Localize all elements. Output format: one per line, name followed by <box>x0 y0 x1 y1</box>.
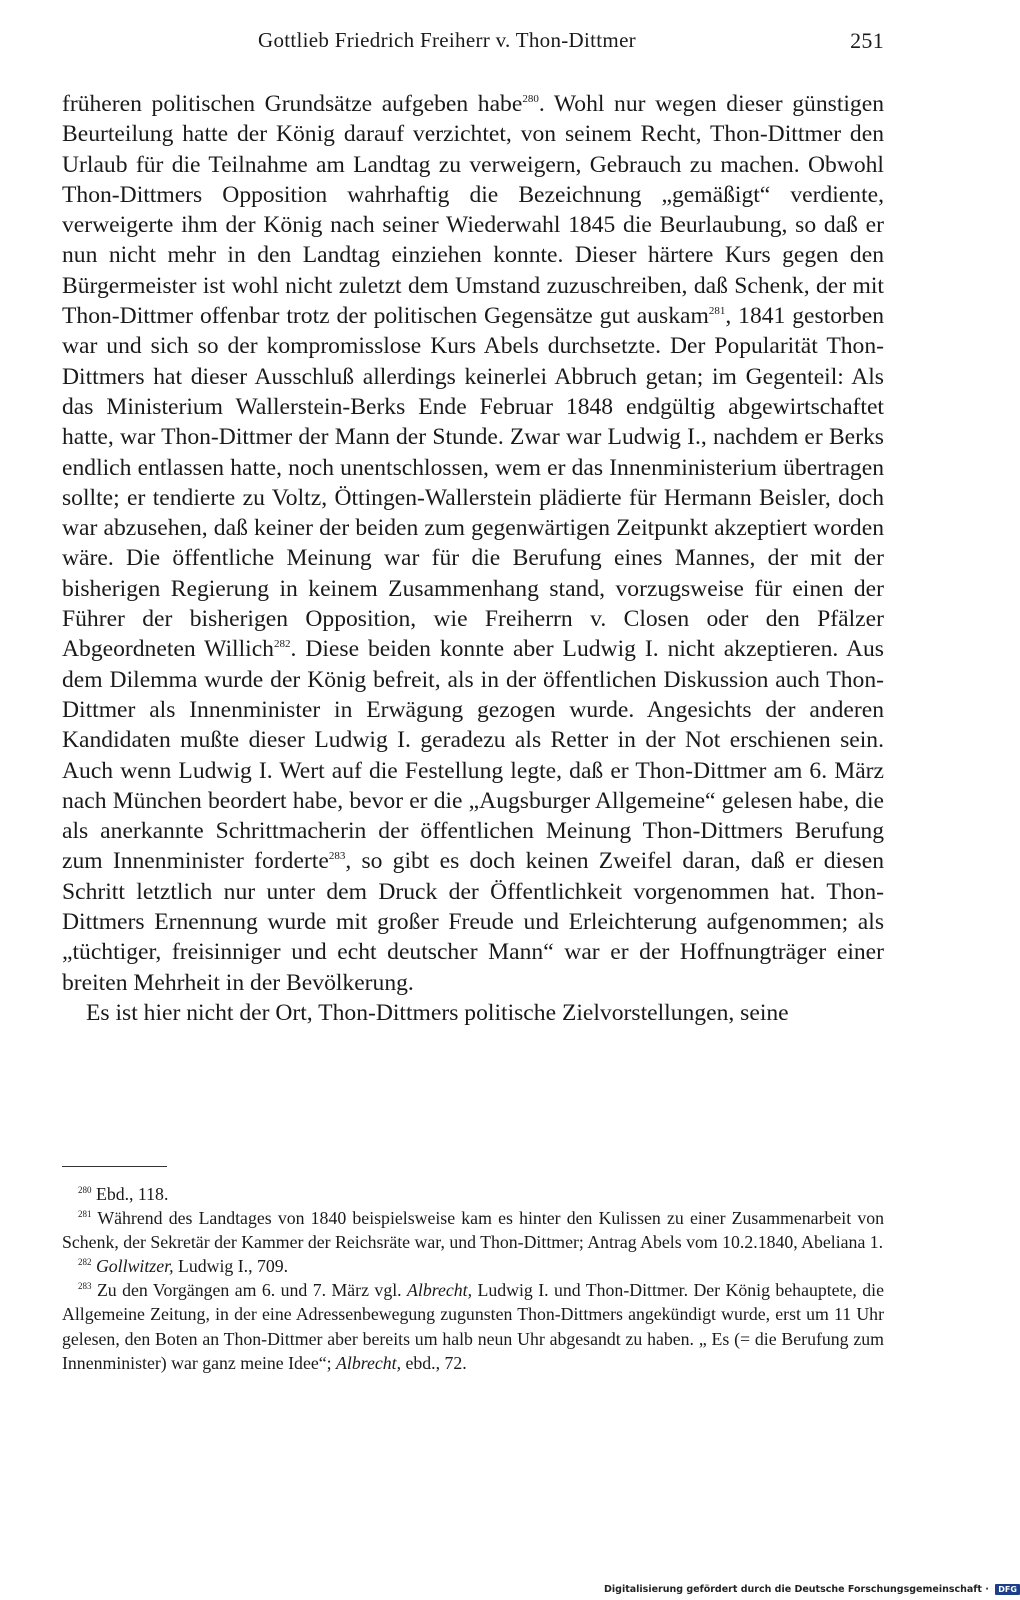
running-header <box>62 28 884 58</box>
paragraph-2 <box>62 998 884 1028</box>
footnote-number: 282 <box>78 1257 92 1268</box>
footnote-number: 283 <box>78 1281 92 1292</box>
footnote-text: Ludwig I. und Thon-Dittmer. Der König behauptete, die Allgemeine Zeitung, in der eine Adressenbewegung zugunsten Thon-Dittmers angekündigt wurde, erst um 11 Uhr gelesen, den Boten an Thon-Dittmer aber bereits um halb neun Uhr abgesandt zu haben. „ Es (= die Berufung zum Innenminister) war ganz meine Idee“; <box>62 1280 885 1373</box>
footnote-ref-281[interactable]: 281 <box>708 305 726 318</box>
footnote-ref-280[interactable]: 280 <box>522 93 539 105</box>
text-run: , 1841 gestorben war und sich so der kompromisslose Kurs Abels durchsetzte. Der Popularität Thon-Dittmers hat dieser Ausschluß allerdings keinerlei Abbruch getan; im Gegenteil: Als das Ministerium Wallerstein-Berks Ende Februar 1848 endgültig abgewirtschaftet hatte, war Thon-Dittmer der Mann der Stunde. Zwar war Ludwig I., nachdem er Berks endlich entlassen hatte, noch unentschlossen, wem er das Innenministerium übertragen sollte; er tendierte zu Voltz, Öttingen-Wallerstein plädierte für Hermann Beisler, doch war abzusehen, daß keiner der beiden zum gegenwärtigen Zeitpunkt akzeptiert worden wäre. Die öffentliche Meinung war für die Berufung eines Mannes, der mit der bisherigen Regierung in keinem Zusammenhang stand, vorzugsweise für einen der Führer der bisherigen Opposition, wie Freiherrn v. Closen oder den Pfälzer Abgeordneten Willich <box>62 303 884 663</box>
footnote-283 <box>62 1278 884 1374</box>
page-number: 251 <box>850 28 884 53</box>
footnote-number: 280 <box>78 1185 92 1195</box>
footnotes <box>62 1182 884 1375</box>
digitization-credit <box>604 1584 1020 1595</box>
cited-author: Albrecht, <box>336 1352 402 1373</box>
cited-author: Gollwitzer, <box>95 1256 174 1277</box>
footnote-282 <box>62 1254 884 1278</box>
text-run: . Wohl nur wegen dieser günstigen Beurteilung hatte der König darauf verzichtet, von seinem Recht, Thon-Dittmer den Urlaub für die Teilnahme am Landtag zu verweigern, Gebrauch zu machen. Obwohl Thon-Dittmers Opposition wahrhaftig die Bezeichnung „gemäßigt“ verdiente, verweigerte ihm der König nach seiner Wiederwahl 1845 die Beurlaubung, so daß er nun nicht mehr in den Landtag einziehen konnte. Dieser härtere Kurs gegen den Bürgermeister ist wohl nicht zuletzt dem Umstand zuzuschreiben, daß Schenk, der mit Thon-Dittmer offenbar trotz der politischen Gegensätze gut auskam <box>62 91 884 330</box>
footnote-ref-283[interactable]: 283 <box>328 850 346 863</box>
paragraph-1 <box>62 89 884 998</box>
dfg-logo: DFG <box>995 1584 1020 1595</box>
text-run: früheren politischen Grundsätze aufgeben habe <box>62 91 523 117</box>
text-run: . Diese beiden konnte aber Ludwig I. nicht akzeptieren. Aus dem Dilemma wurde der König befreit, als in der öffentlichen Diskussion auch Thon-Dittmer als Innenminister in Erwägung gezogen wurde. Angesichts der anderen Kandidaten mußte dieser Ludwig I. geradezu als Retter in der Not erschienen sein. Auch wenn Ludwig I. Wert auf die Festellung legte, daß er Thon-Dittmer am 6. März nach München beordert habe, bevor er die „Augsburger Allgemeine“ gelesen habe, die als anerkannte Schrittmacherin der öffentlichen Meinung Thon-Dittmers Berufung zum Innenminister forderte <box>62 636 884 875</box>
text-run: , so gibt es doch keinen Zweifel daran, daß er diesen Schritt letztlich nur unter dem Druck der Öffentlichkeit vorgenommen hat. Thon-Dittmers Ernennung wurde mit großer Freude und Erleichterung aufgenommen; als „tüchtiger, freisinniger und echt deutscher Mann“ war er der Hoffnungträger einer breiten Mehrheit in der Bevölkerung. <box>62 848 884 996</box>
cited-author: Albrecht, <box>407 1280 473 1301</box>
credit-text: Digitalisierung gefördert durch die Deutsche Forschungsgemeinschaft · <box>604 1584 989 1595</box>
footnote-280 <box>62 1182 884 1206</box>
footnote-ref-282[interactable]: 282 <box>273 638 291 651</box>
footnote-text: ebd., 72. <box>401 1352 467 1373</box>
footnote-divider <box>62 1166 167 1167</box>
footnote-text: Zu den Vorgängen am 6. und 7. März vgl. <box>96 1280 408 1301</box>
footnote-text: Während des Landtages von 1840 beispielsweise kam es hinter den Kulissen zu einer Zusammenarbeit von Schenk, der Sekretär der Kammer der Reichsräte war, und Thon-Dittmer; Antrag Abels vom 10.2.1840, Abeliana 1. <box>62 1208 884 1253</box>
main-text <box>62 89 884 1028</box>
footnote-text: Ludwig I., 709. <box>173 1256 289 1277</box>
running-title: Gottlieb Friedrich Freiherr v. Thon-Dittmer <box>258 28 636 52</box>
text-run: Es ist hier nicht der Ort, Thon-Dittmers politische Zielvorstellungen, seine <box>86 999 789 1026</box>
footnote-text: Ebd., 118. <box>95 1184 169 1204</box>
footnote-281 <box>62 1206 884 1254</box>
footnote-number: 281 <box>78 1209 92 1220</box>
